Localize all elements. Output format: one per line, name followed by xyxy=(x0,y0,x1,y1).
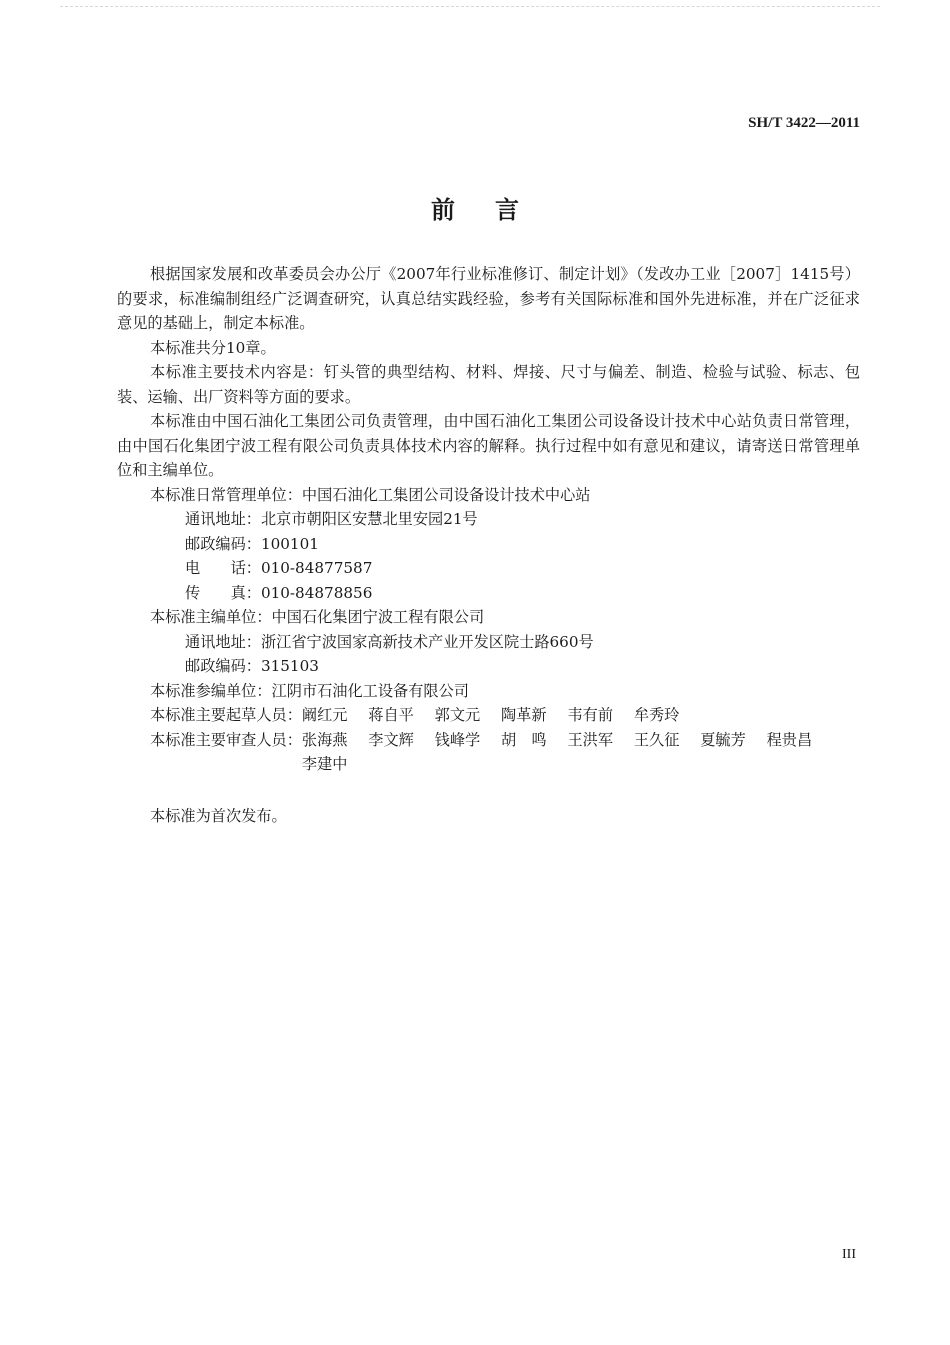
participating-unit: 本标准参编单位：江阴市石油化工设备有限公司 xyxy=(150,681,469,700)
drafter-name: 蒋自平 xyxy=(368,706,414,724)
drafters-names xyxy=(302,703,860,728)
drafters xyxy=(117,703,860,728)
drafter-name: 郭文元 xyxy=(434,706,481,724)
management-phone: 电 话：010-84877587 xyxy=(185,559,373,577)
standard-code: SH/T 3422—2011 xyxy=(748,115,860,131)
reviewer-name: 王洪军 xyxy=(567,730,613,749)
first-issue-note: 本标准为首次发布。 xyxy=(150,807,287,825)
reviewer-name: 程贵昌 xyxy=(766,730,813,749)
reviewers xyxy=(117,728,860,777)
drafter-name: 阚红元 xyxy=(301,706,348,724)
reviewer-name: 张海燕 xyxy=(301,730,348,749)
drafter-name: 韦有前 xyxy=(567,706,613,724)
chief-unit: 本标准主编单位：中国石化集团宁波工程有限公司 xyxy=(150,608,485,626)
paragraph-chapters: 本标准共分10章。 xyxy=(150,338,276,357)
foreword-body xyxy=(117,262,860,777)
drafter-name: 陶革新 xyxy=(501,706,547,724)
page-title: 前言 xyxy=(431,195,559,224)
scan-edge-line xyxy=(60,6,880,7)
management-postcode: 邮政编码：100101 xyxy=(185,534,319,553)
reviewers-label: 本标准主要审查人员： xyxy=(150,730,302,749)
chief-address: 通讯地址：浙江省宁波国家高新技术产业开发区院士路660号 xyxy=(185,632,594,651)
drafter-name: 牟秀玲 xyxy=(633,706,680,724)
paragraph-content: 本标准主要技术内容是：钉头管的典型结构、材料、焊接、尺寸与偏差、制造、检验与试验、标志、包装、运输、出厂资料等方面的要求。 xyxy=(117,363,860,406)
reviewers-names xyxy=(302,728,860,777)
reviewer-name: 胡 鸣 xyxy=(501,730,547,749)
paragraph-management: 本标准由中国石油化工集团公司负责管理，由中国石油化工集团公司设备设计技术中心站负责日常管理，由中国石化集团宁波工程有限公司负责具体技术内容的解释。执行过程中如有意见和建议，请寄送日常管理单位和主编单位。 xyxy=(117,412,860,479)
paragraph-basis: 根据国家发展和改革委员会办公厅《2007年行业标准修订、制定计划》（发改办工业［2007］1415号）的要求，标准编制组经广泛调查研究，认真总结实践经验，参考有关国际标准和国外先进标准，并在广泛征求意见的基础上，制定本标准。 xyxy=(117,265,860,332)
reviewer-name: 夏毓芳 xyxy=(700,730,746,749)
management-address: 通讯地址：北京市朝阳区安慧北里安园21号 xyxy=(185,510,478,528)
drafters-label: 本标准主要起草人员： xyxy=(150,706,302,724)
chief-postcode: 邮政编码：315103 xyxy=(185,657,319,675)
page-number: III xyxy=(842,1247,856,1262)
management-fax: 传 真：010-84878856 xyxy=(185,583,373,602)
reviewer-name: 王久征 xyxy=(633,730,680,749)
reviewer-name: 李建中 xyxy=(301,755,348,773)
reviewer-name: 李文辉 xyxy=(368,730,414,749)
management-unit: 本标准日常管理单位：中国石油化工集团公司设备设计技术中心站 xyxy=(150,485,591,504)
reviewer-name: 钱峰学 xyxy=(434,730,481,749)
